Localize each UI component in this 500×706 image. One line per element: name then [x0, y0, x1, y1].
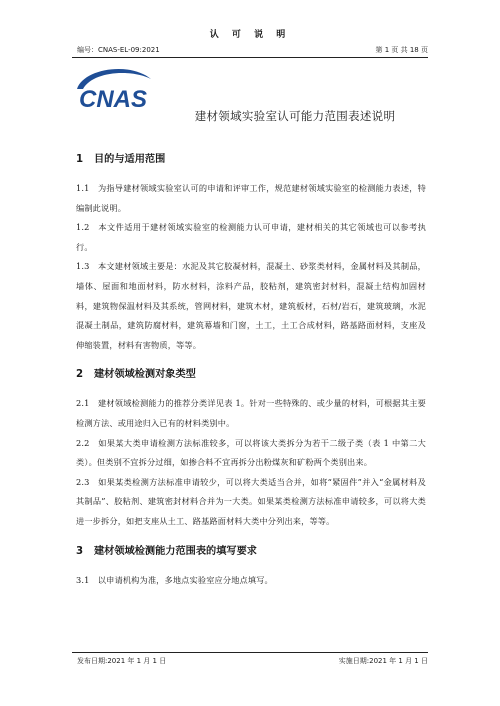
paragraph: 2.2 如果某大类申请检测方法标准较多，可以将该大类拆分为若干二级子类（表 1 中第二大类）。但类别不宜拆分过细，如掺合料不宜再拆分出粉煤灰和矿粉两个类别出来。 — [76, 437, 426, 468]
section-heading: 1 目的与适用范围 — [76, 154, 166, 165]
paragraph: 3.1 以申请机构为准，多地点实验室应分地点填写。 — [76, 574, 273, 585]
paragraph: 2.1 建材领域检测能力的推荐分类详见表 1。针对一些特殊的、或少量的材料，可根据其主要检测方法、或用途归入已有的材料类别中。 — [76, 398, 426, 428]
issue-date: 发布日期:2021 年 1 月 1 日 — [77, 657, 167, 665]
svg-text:CNAS: CNAS — [78, 86, 148, 113]
section-heading: 3 建材领域检测能力范围表的填写要求 — [76, 545, 257, 557]
document-code: 编号：CNAS-EL-09:2021 — [77, 46, 160, 54]
paragraph: 1.1 为指导建材领域实验室认可的申请和评审工作，规范建材领域实验室的检测能力表述，特编制此说明。 — [76, 183, 426, 213]
page-number: 第 1 页 共 18 页 — [375, 46, 428, 54]
section-heading: 2 建材领域检测对象类型 — [76, 369, 196, 381]
header-divider — [72, 57, 428, 58]
effective-date: 实施日期:2021 年 1 月 1 日 — [338, 657, 428, 665]
document-body — [76, 150, 426, 590]
paragraph: 2.3 如果某类检测方法标准申请较少，可以将大类适当合并，如将“紧固件”并入“金属材料及其制品”、胶粘剂、建筑密封材料合并为一大类。如果某类检测方法标准申请较多，可以将大类进一步拆分，如把支座从土工、路基路面材料大类中分列出来，等等。 — [76, 476, 426, 526]
document-title: 建材领域实验室认可能力范围表述说明 — [194, 109, 396, 123]
footer-divider — [72, 652, 428, 653]
paragraph: 1.2 本文件适用于建材领域实验室的检测能力认可申请，建材相关的其它领域也可以参考执行。 — [76, 222, 426, 252]
paragraph: 1.3 本文建材领域主要是：水泥及其它胶凝材料，混凝土、砂浆类材料，金属材料及其制品，墙体、屋面和地面材料，防水材料，涂料产品，胶粘剂，建筑密封材料，混凝土结构加固材料，建筑物保温材料及其系统，管网材料，建筑木材，建筑板材，石材/岩石，建筑玻璃，水泥混凝土制品，建筑防腐材料，建筑幕墙和门窗，土工，土工合成材料，路基路面材料，支座及伸缩装置，材料有害物质，等等。 — [76, 261, 426, 350]
document-type-label: 认 可 说 明 — [209, 30, 291, 40]
